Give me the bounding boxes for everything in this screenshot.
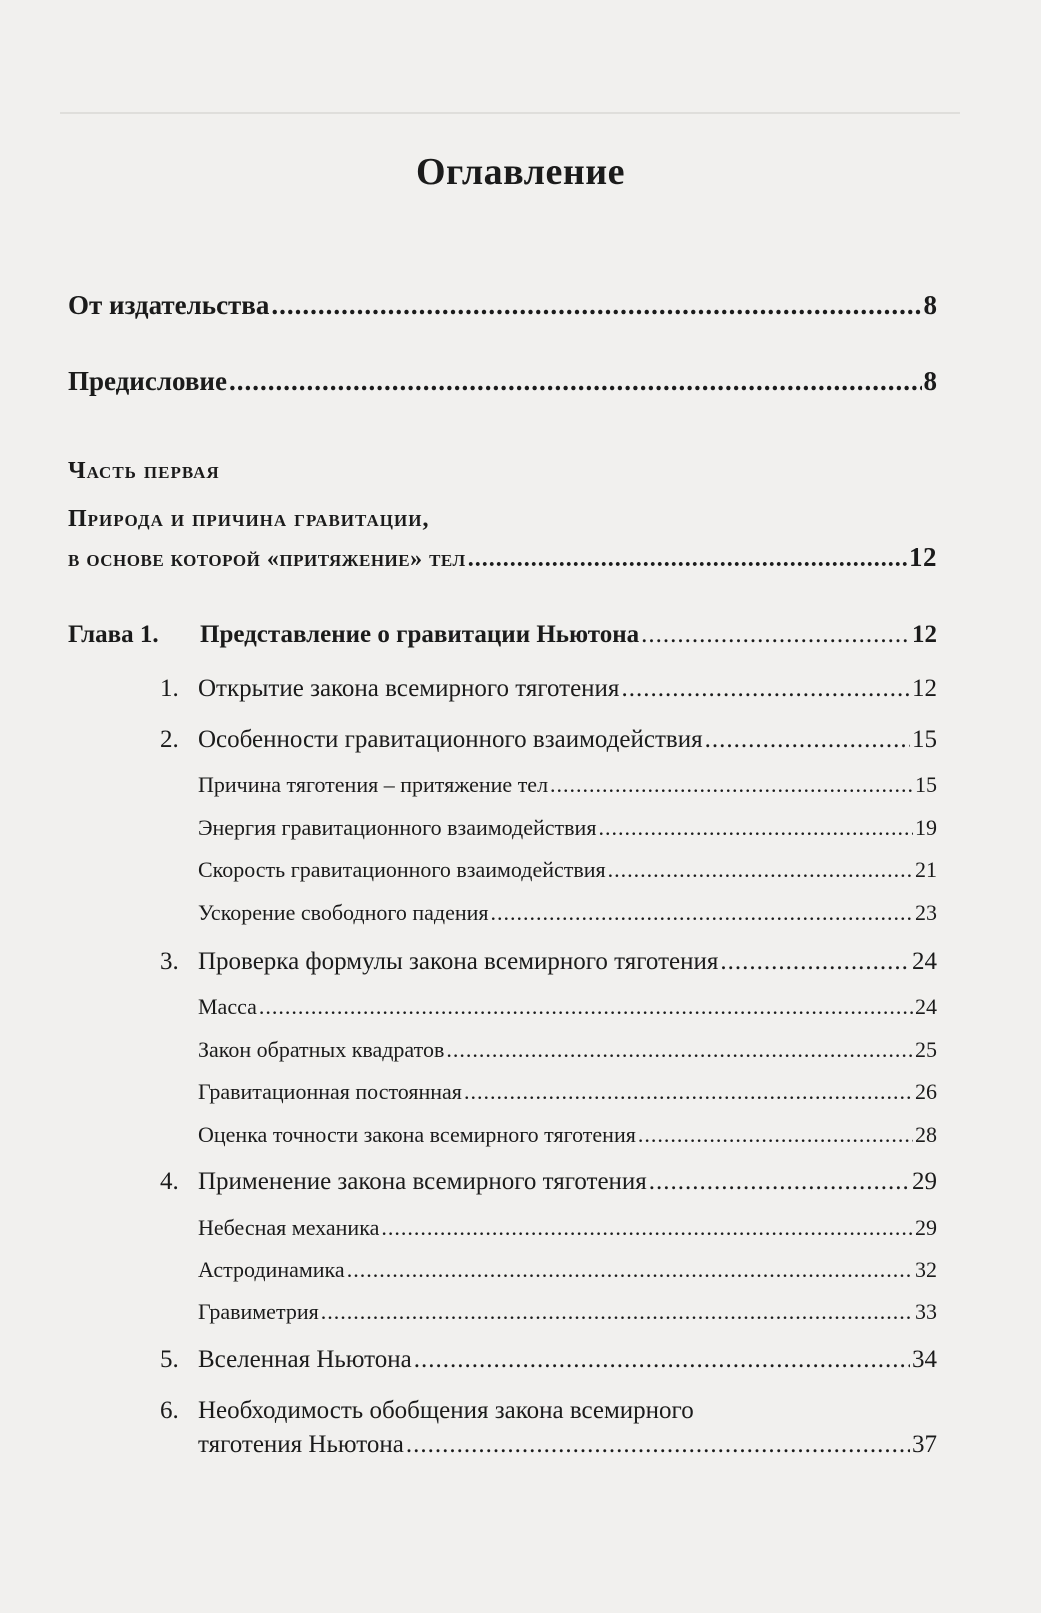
toc-page-number: 25: [915, 1037, 937, 1062]
toc-entry-section-5[interactable]: [0, 1345, 1041, 1375]
toc-entry-text: Масса: [198, 994, 257, 1019]
toc-entry-text: Необходимость обобщения закона всемирного: [198, 1397, 694, 1424]
toc-entry-subsection[interactable]: [0, 813, 1041, 843]
toc-page-number: 15: [912, 726, 937, 753]
section-number: 4.: [160, 1168, 179, 1195]
toc-entry-text: Энергия гравитационного взаимодействия: [198, 815, 597, 840]
toc-page-number: 23: [915, 900, 937, 925]
leader-dots: [259, 992, 913, 1022]
toc-page-number: 15: [915, 772, 937, 797]
toc-entry-text: Оценка точности закона всемирного тяготения: [198, 1122, 636, 1147]
toc-entry-subsection[interactable]: [0, 770, 1041, 800]
toc-entry-text: Закон обратных квадратов: [198, 1037, 445, 1062]
toc-entry-text: в основе которой «притяжение» тел: [68, 546, 466, 572]
leader-dots: [598, 813, 913, 843]
leader-dots: [638, 1120, 913, 1150]
leader-dots: [381, 1213, 913, 1243]
toc-entry-subsection[interactable]: [0, 1120, 1041, 1150]
toc-page-number: 12: [912, 621, 937, 648]
leader-dots: [649, 1167, 910, 1197]
toc-entry-text: Представление о гравитации Ньютона: [200, 621, 640, 648]
leader-dots: [271, 290, 921, 320]
toc-entry-text: От издательства: [68, 290, 270, 320]
toc-page-number: 28: [915, 1122, 937, 1147]
toc-entry-subsection[interactable]: [0, 1035, 1041, 1065]
toc-page-number: 8: [923, 290, 937, 320]
leader-dots: [608, 855, 913, 885]
toc-entry-subsection[interactable]: [0, 992, 1041, 1022]
toc-page-number: 29: [912, 1168, 937, 1195]
toc-page-number: 24: [915, 994, 937, 1019]
leader-dots: [641, 620, 910, 650]
toc-page-number: 33: [915, 1299, 937, 1324]
leader-dots: [229, 366, 922, 396]
toc-entry-section-6[interactable]: [0, 1430, 1041, 1460]
toc-entry-subsection[interactable]: [0, 1213, 1041, 1243]
toc-page-number: 8: [923, 366, 937, 396]
bleed-through-header-rule: [60, 112, 960, 114]
toc-entry-text: тяготения Ньютона: [198, 1431, 404, 1458]
toc-entry-preface[interactable]: [0, 366, 1041, 396]
leader-dots: [705, 725, 910, 755]
toc-entry-text: Гравитационная постоянная: [198, 1079, 462, 1104]
toc-page-number: 26: [915, 1079, 937, 1104]
toc-entry-section-3[interactable]: [0, 947, 1041, 977]
toc-entry-text: Астродинамика: [198, 1257, 345, 1282]
toc-entry-text: Причина тяготения – притяжение тел: [198, 772, 549, 797]
toc-entry-subsection[interactable]: [0, 1255, 1041, 1285]
toc-entry-text: Скорость гравитационного взаимодействия: [198, 857, 606, 882]
section-number: 6.: [160, 1397, 179, 1424]
section-number: 5.: [160, 1346, 179, 1373]
toc-entry-section-6-line1[interactable]: [160, 1397, 694, 1425]
toc-entry-text: Гравиметрия: [198, 1299, 319, 1324]
toc-entry-chapter1[interactable]: [0, 620, 1041, 650]
toc-entry-text: Открытие закона всемирного тяготения: [198, 675, 620, 702]
leader-dots: [406, 1430, 910, 1460]
toc-entry-text: Особенности гравитационного взаимодействия: [198, 726, 703, 753]
toc-entry-subsection[interactable]: [0, 1077, 1041, 1107]
part-label: Часть первая: [68, 458, 220, 484]
toc-page-number: 21: [915, 857, 937, 882]
part-title-line1: Природа и причина гравитации,: [68, 506, 430, 532]
chapter-label: Глава 1.: [68, 621, 159, 648]
toc-page-number: 29: [915, 1215, 937, 1240]
toc-entry-subsection[interactable]: [0, 855, 1041, 885]
leader-dots: [550, 770, 913, 800]
section-number: 3.: [160, 948, 179, 975]
toc-page-number: 32: [915, 1257, 937, 1282]
section-number: 2.: [160, 726, 179, 753]
toc-entry-text: Ускорение свободного падения: [198, 900, 489, 925]
toc-entry-text: Небесная механика: [198, 1215, 380, 1240]
toc-entry-section-2[interactable]: [0, 725, 1041, 755]
toc-page-number: 12: [909, 542, 937, 572]
toc-page-number: 12: [912, 675, 937, 702]
toc-entry-subsection[interactable]: [0, 898, 1041, 928]
leader-dots: [414, 1345, 910, 1375]
toc-entry-text: Применение закона всемирного тяготения: [198, 1168, 647, 1195]
leader-dots: [321, 1297, 913, 1327]
toc-entry-publisher[interactable]: [0, 290, 1041, 320]
section-number: 1.: [160, 675, 179, 702]
toc-entry-text: Вселенная Ньютона: [198, 1346, 412, 1373]
leader-dots: [720, 947, 910, 977]
toc-page-number: 24: [912, 948, 937, 975]
toc-entry-subsection[interactable]: [0, 1297, 1041, 1327]
leader-dots: [347, 1255, 913, 1285]
toc-entry-section-1[interactable]: [0, 674, 1041, 704]
page-title: Оглавление: [415, 151, 626, 193]
toc-entry-part1[interactable]: [0, 542, 1041, 574]
leader-dots: [446, 1035, 913, 1065]
leader-dots: [621, 674, 910, 704]
toc-entry-section-4[interactable]: [0, 1167, 1041, 1197]
toc-page-number: 19: [915, 815, 937, 840]
toc-entry-text: Проверка формулы закона всемирного тяготения: [198, 948, 719, 975]
leader-dots: [468, 544, 907, 574]
toc-entry-text: Предисловие: [68, 366, 227, 396]
toc-page-number: 37: [912, 1431, 937, 1458]
toc-page-number: 34: [912, 1346, 937, 1373]
leader-dots: [464, 1077, 913, 1107]
leader-dots: [491, 898, 913, 928]
